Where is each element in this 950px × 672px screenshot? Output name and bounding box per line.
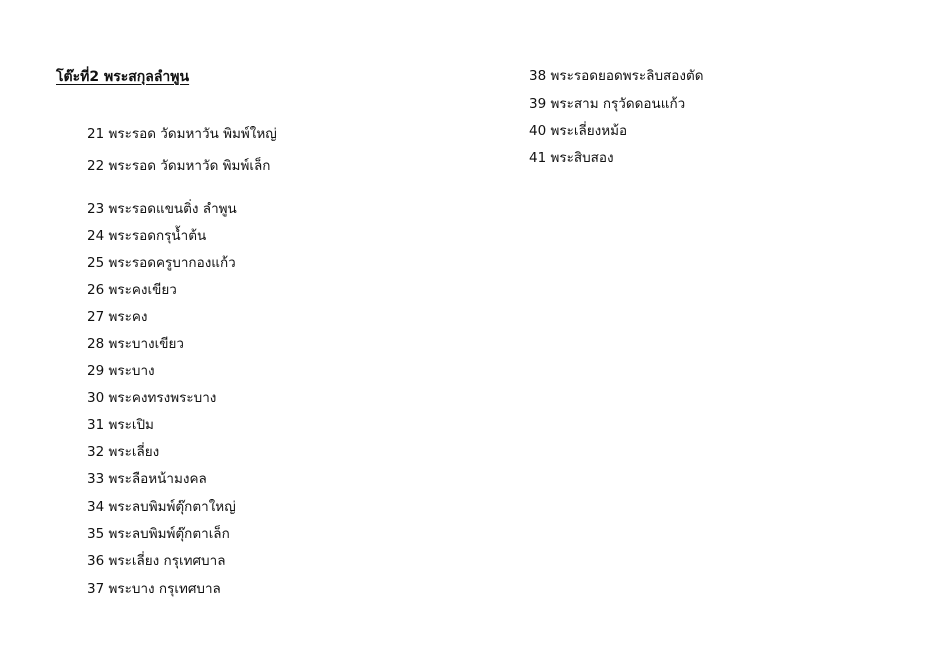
list-item: 32 พระเลี่ยง bbox=[87, 444, 160, 460]
list-item: 23 พระรอดแขนติ่ง ลำพูน bbox=[87, 201, 237, 217]
list-item: 29 พระบาง bbox=[87, 363, 155, 379]
list-item: 24 พระรอดกรุน้ำต้น bbox=[87, 228, 207, 244]
list-item: 35 พระลบพิมพ์ตุ๊กตาเล็ก bbox=[87, 526, 230, 542]
list-item: 37 พระบาง กรุเทศบาล bbox=[87, 581, 221, 597]
list-item: 27 พระคง bbox=[87, 309, 148, 325]
list-item: 28 พระบางเขียว bbox=[87, 336, 184, 352]
list-item: 21 พระรอด วัดมหาวัน พิมพ์ใหญ่ bbox=[87, 126, 277, 142]
list-item: 41 พระสิบสอง bbox=[529, 150, 614, 166]
list-item: 25 พระรอดครูบากองแก้ว bbox=[87, 255, 236, 271]
list-item: 40 พระเลี่ยงหม้อ bbox=[529, 123, 628, 139]
list-item: 26 พระคงเขียว bbox=[87, 282, 177, 298]
list-item: 34 พระลบพิมพ์ตุ๊กตาใหญ่ bbox=[87, 499, 236, 515]
list-item: 38 พระรอดยอดพระลิบสองตัด bbox=[529, 68, 704, 84]
list-item: 22 พระรอด วัดมหาวัด พิมพ์เล็ก bbox=[87, 158, 271, 174]
list-item: 39 พระสาม กรุวัดดอนแก้ว bbox=[529, 96, 686, 112]
list-item: 33 พระลือหน้ามงคล bbox=[87, 471, 207, 487]
list-item: 30 พระคงทรงพระบาง bbox=[87, 390, 217, 406]
list-item: 36 พระเลี่ยง กรุเทศบาล bbox=[87, 553, 226, 569]
table-heading: โต๊ะที่2 พระสกุลลำพูน bbox=[56, 69, 190, 85]
list-item: 31 พระเปิม bbox=[87, 417, 154, 433]
